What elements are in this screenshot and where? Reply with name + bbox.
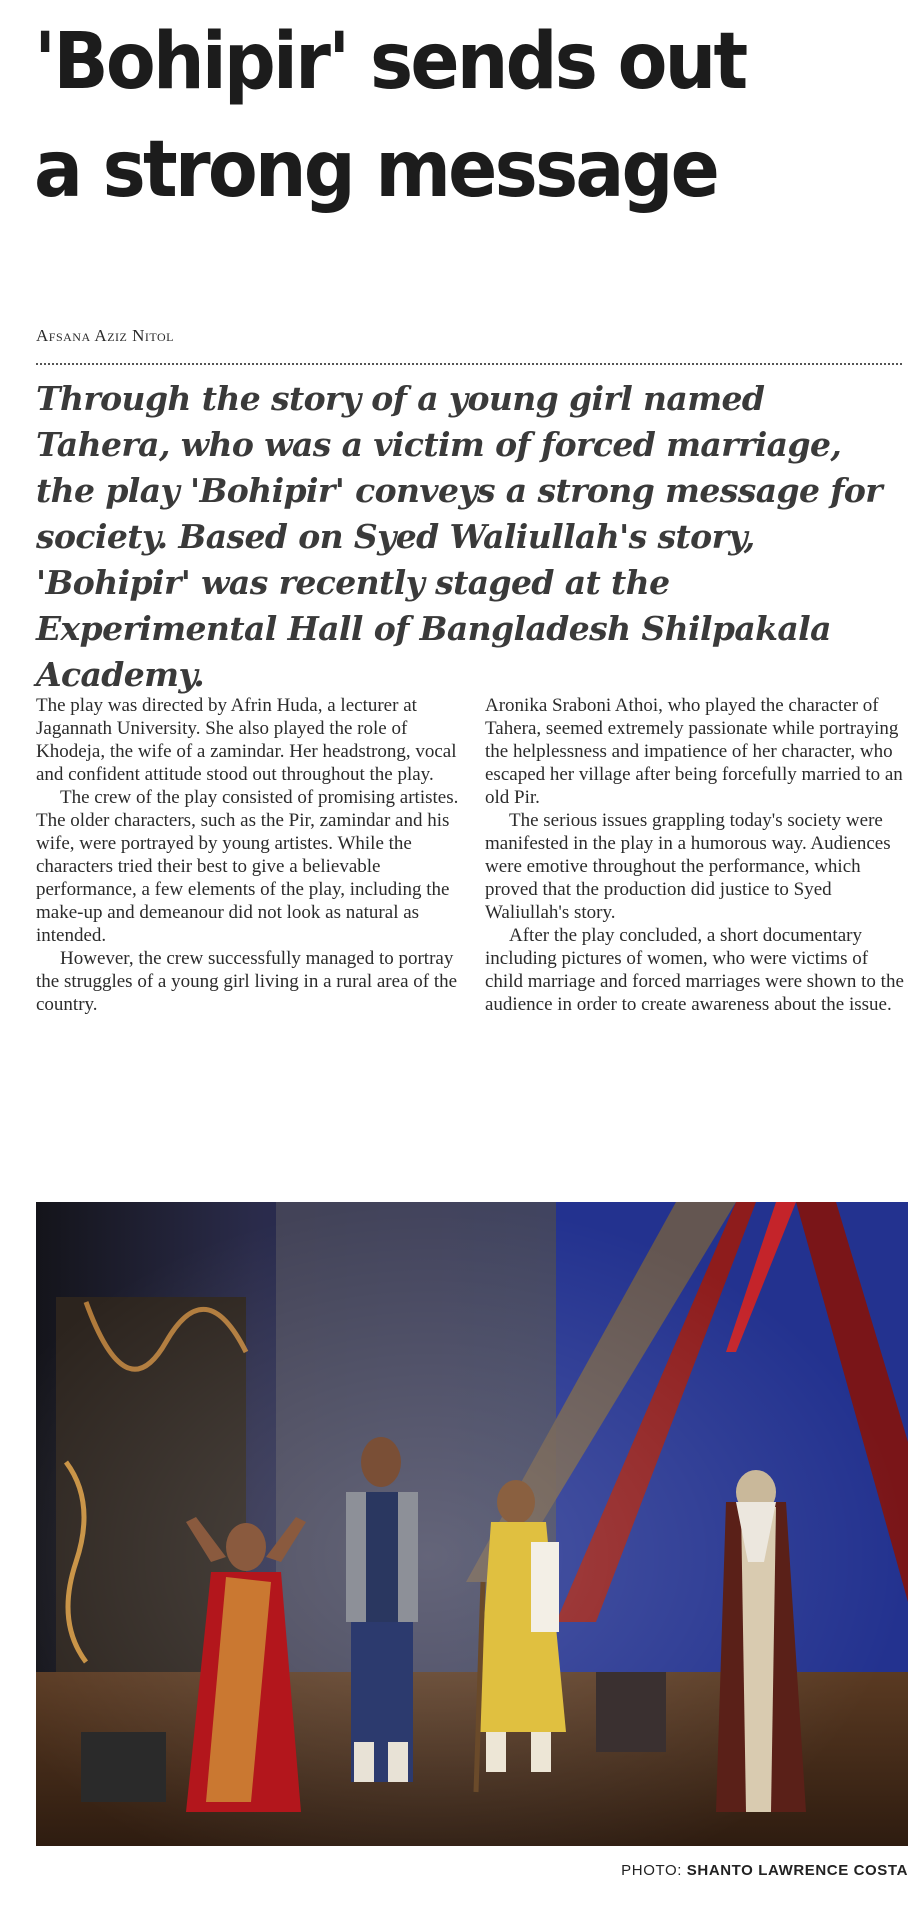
headline-line-1: 'Bohipir' sends out [34,17,746,107]
body-paragraph: The serious issues grappling today's society were manifested in the play in a humorous way. Audiences were emotive throughout the performance, which proved that the production did justice to Syed Waliullah's story. [485,810,891,923]
headline [34,8,843,224]
headline-line-2: a strong message [34,125,718,215]
dotted-divider [36,363,902,365]
body-paragraph: The play was directed by Afrin Huda, a lecturer at Jagannath University. She also played the role of Khodeja, the wife of a zamindar. Her headstrong, vocal and confident attitude stood out throughout the play. [36,695,457,785]
article-column-left [36,694,460,1016]
body-paragraph: Aronika Sraboni Athoi, who played the character of Tahera, seemed extremely passionate while portraying the helplessness and impatience of her character, who escaped her village after being forcefully married to an old Pir. [485,695,903,808]
standfirst: Through the story of a young girl named Tahera, who was a victim of forced marriage, the play 'Bohipir' conveys a strong message for society. Based on Syed Waliullah's story, 'Bohipir' was recently staged at the Experimental Hall of Bangladesh Shilpakala Academy. [36,379,883,694]
stage-photo [36,1202,908,1846]
body-paragraph: However, the crew successfully managed to portray the struggles of a young girl living in a rural area of the country. [36,948,458,1015]
body-paragraph: The crew of the play consisted of promising artistes. The older characters, such as the Pir, zamindar and his wife, were portrayed by young artistes. While the characters tried their best to give a believable performance, a few elements of the play, including the make-up and demeanour did not look as natural as intended. [36,787,459,946]
photo-credit-label: PHOTO: [621,1862,682,1879]
byline: Afsana Aziz Nitol [36,326,174,345]
article-column-right [485,694,909,1016]
photo-credit-name: SHANTO LAWRENCE COSTA [686,1862,908,1879]
body-paragraph: After the play concluded, a short documentary including pictures of women, who were victims of child marriage and forced marriages were shown to the audience in order to create awareness about the issue. [485,925,904,1015]
photo-credit [621,1862,908,1879]
